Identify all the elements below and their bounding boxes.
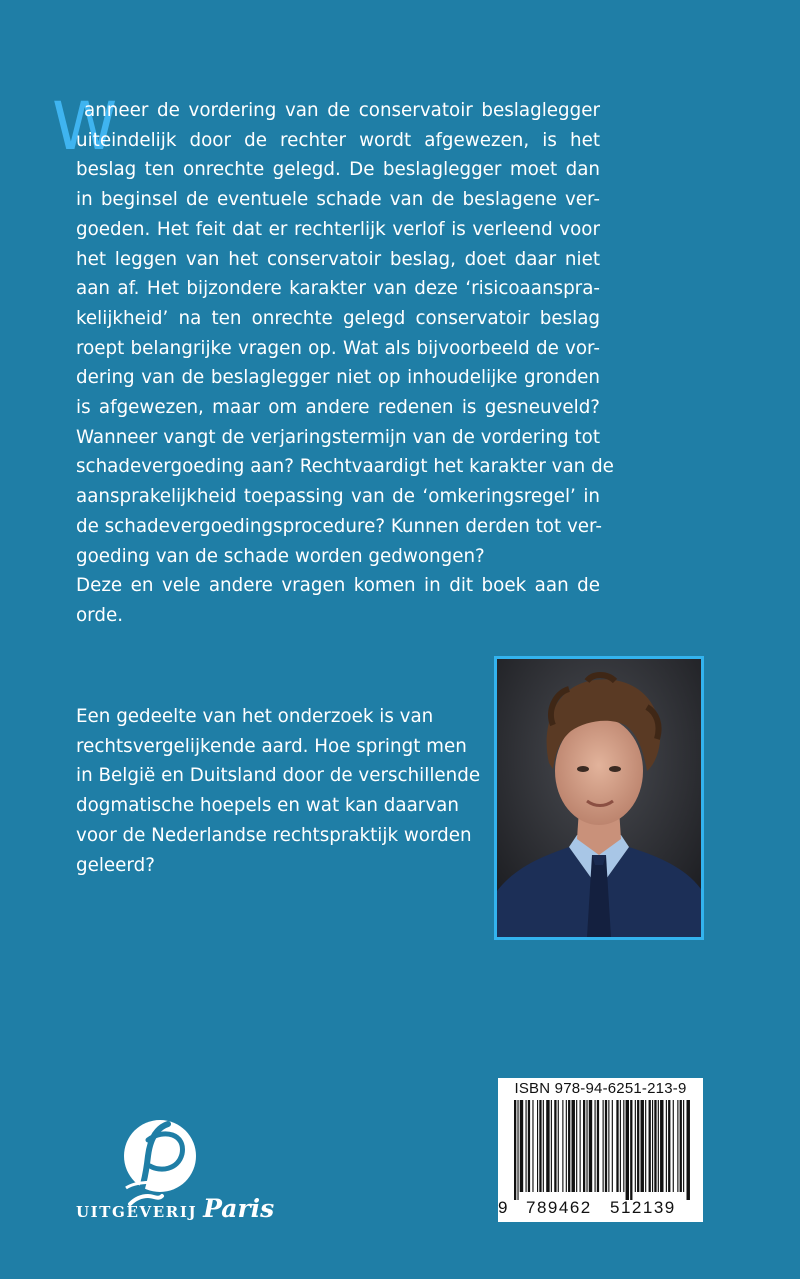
barcode-bar: [562, 1100, 563, 1192]
barcode-bar: [608, 1100, 609, 1192]
paragraph-line: geleerd?: [76, 854, 155, 876]
barcode-bar: [537, 1100, 538, 1192]
barcode-bar: [583, 1100, 585, 1192]
barcode-bar: [554, 1100, 556, 1192]
blurb-line: de schadevergoedingsprocedure? Kunnen derden tot ver-: [76, 515, 602, 537]
publisher-name-part2: Paris: [203, 1194, 275, 1223]
paragraph-line: rechtsvergelijkende aard. Hoe springt men: [76, 735, 467, 757]
barcode-bar: [677, 1100, 678, 1192]
blurb-line: in beginsel de eventuele schade van de beslagene ver-: [76, 189, 600, 211]
isbn-label: ISBN 978-94-6251-213-9: [514, 1080, 687, 1097]
isbn-digit-group-1: 789462: [526, 1198, 592, 1217]
barcode-bar: [620, 1100, 621, 1192]
barcode-bar: [532, 1100, 533, 1192]
barcode-bar: [626, 1100, 629, 1200]
barcode-bar: [597, 1100, 599, 1192]
isbn-barcode: [498, 1078, 703, 1222]
barcode-bar: [680, 1100, 682, 1192]
barcode-bar: [514, 1100, 516, 1200]
barcode-bar: [568, 1100, 570, 1192]
blurb-line: aan af. Het bijzondere karakter van deze ‘risicoaanspra-: [76, 278, 600, 300]
barcode-bar: [572, 1100, 575, 1192]
barcode-bar: [580, 1100, 581, 1192]
barcode-bar: [635, 1100, 636, 1192]
isbn-digits: [498, 1198, 703, 1220]
blurb-line: is afgewezen, maar om andere redenen is gesneuveld?: [76, 397, 600, 419]
paragraph-line: Een gedeelte van het onderzoek is van: [76, 706, 434, 727]
barcode-bar: [666, 1100, 667, 1192]
barcode-bar: [652, 1100, 653, 1192]
barcode-bar: [543, 1100, 544, 1192]
blurb-line: Wanneer vangt de verjaringstermijn van de vordering tot: [76, 426, 600, 448]
paragraph-line: voor de Nederlandse rechtspraktijk worden: [76, 824, 472, 846]
blurb-line: aansprakelijkheid toepassing van de ‘omkeringsregel’ in: [76, 486, 600, 508]
barcode-bar: [649, 1100, 651, 1192]
barcode-bar: [520, 1100, 523, 1192]
blurb-line: het leggen van het conservatoir beslag, doet daar niet: [76, 248, 600, 270]
barcode-bar: [589, 1100, 592, 1192]
blurb-line: dering van de beslaglegger niet op inhoudelijke gronden: [76, 367, 600, 389]
barcode-bar: [546, 1100, 549, 1192]
barcode-bar: [673, 1100, 674, 1192]
barcode-bar: [566, 1100, 567, 1192]
barcode-bar: [526, 1100, 527, 1192]
author-photo: [494, 656, 704, 940]
barcode-bar: [668, 1100, 670, 1192]
isbn-digit-group-2: 512139: [610, 1198, 676, 1217]
blurb-text: [76, 96, 614, 631]
blurb-line: Deze en vele andere vragen komen in dit boek aan de: [76, 575, 600, 597]
blurb-line: orde.: [76, 604, 124, 626]
barcode-bar: [660, 1100, 663, 1192]
paragraph-line: dogmatische hoepels en wat kan daarvan: [76, 795, 459, 817]
barcode-bar: [539, 1100, 541, 1192]
barcode-bar: [637, 1100, 639, 1192]
barcode-bar: [603, 1100, 604, 1192]
barcode-bar: [576, 1100, 577, 1192]
barcode-bar: [641, 1100, 644, 1192]
publisher-name-part1: UITGEVERIJ: [76, 1203, 198, 1221]
barcode-bar: [630, 1100, 632, 1200]
blurb-line: goeding van de schade worden gedwongen?: [76, 545, 485, 567]
blurb-line: goeden. Het feit dat er rechterlijk verlof is verleend voor: [76, 218, 600, 240]
blurb-line: roept belangrijke vragen op. Wat als bijvoorbeeld de vor-: [76, 337, 600, 359]
barcode-bar: [687, 1100, 690, 1200]
paragraph-line: in België en Duitsland door de verschillende: [76, 765, 481, 787]
barcode-bar: [612, 1100, 613, 1192]
blurb-line: uiteindelijk door de rechter wordt afgewezen, is het: [76, 129, 600, 151]
barcode-bar: [551, 1100, 552, 1192]
blurb-line: kelijkheid’ na ten onrechte gelegd conservatoir beslag: [76, 307, 600, 329]
barcode-bar: [528, 1100, 530, 1192]
isbn-digit-first: 9: [498, 1198, 508, 1217]
comparative-paragraph: [76, 702, 481, 880]
barcode-bar: [654, 1100, 656, 1192]
barcode-bar: [517, 1100, 518, 1200]
drop-cap: W: [52, 88, 118, 165]
barcode-bar: [595, 1100, 596, 1192]
barcode-bar: [616, 1100, 618, 1192]
barcode-bar: [623, 1100, 624, 1192]
blurb-line: beslag ten onrechte gelegd. De beslaglegger moet dan: [76, 159, 600, 181]
barcode-bar: [658, 1100, 659, 1192]
barcode-bar: [645, 1100, 646, 1192]
barcode-bar: [605, 1100, 607, 1192]
barcode-bar: [586, 1100, 587, 1192]
blurb-line: schadevergoeding aan? Rechtvaardigt het karakter van de: [76, 456, 614, 478]
blurb-line: anneer de vordering van de conservatoir beslaglegger: [84, 100, 600, 121]
barcode-bar: [558, 1100, 559, 1192]
barcode-image: [506, 1100, 695, 1200]
author-portrait-image: [497, 659, 701, 937]
barcode-bar: [683, 1100, 684, 1192]
publisher-name: [76, 1194, 274, 1223]
